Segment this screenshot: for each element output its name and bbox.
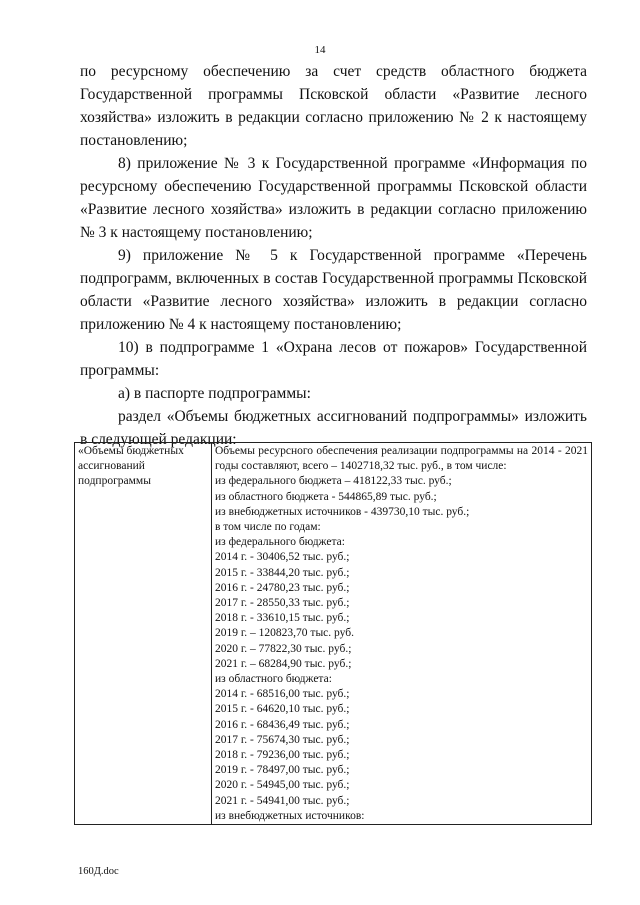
table-line: 2018 г. - 79236,00 тыс. руб.;: [215, 749, 350, 762]
table-line: 2019 г. - 78497,00 тыс. руб.;: [215, 764, 350, 777]
table-line: 2018 г. - 33610,15 тыс. руб.;: [215, 612, 350, 625]
table-line: из областного бюджета - 544865,89 тыс. руб.;: [215, 490, 437, 503]
paragraph-continuation: по ресурсному обеспечению за счет средств областного бюджета Государственной программы Псковской области «Развитие лесного хозяйства» изложить в редакции согласно приложению № 2 к настоящему постановлению;: [80, 63, 587, 149]
table-line: из федерального бюджета – 418122,33 тыс. руб.;: [215, 475, 452, 488]
table-line: 2019 г. – 120823,70 тыс. руб.: [215, 627, 354, 640]
paragraph-item-8: 8) приложение № 3 к Государственной программе «Информация по ресурсному обеспечению Государственной программы Псковской области «Развитие лесного хозяйства» изложить в редакции согласно приложению № 3 к настоящему постановлению;: [80, 155, 587, 241]
table-line: 2021 г. – 68284,90 тыс. руб.;: [215, 657, 352, 670]
budget-table: [74, 442, 592, 825]
table-line: 2016 г. - 24780,23 тыс. руб.;: [215, 581, 350, 594]
table-line: из областного бюджета:: [215, 673, 332, 686]
table-line: 2015 г. - 64620,10 тыс. руб.;: [215, 703, 350, 716]
table-value-cell: [212, 443, 592, 825]
table-line: 2014 г. - 30406,52 тыс. руб.;: [215, 551, 350, 564]
table-row: [75, 443, 592, 825]
table-line: из внебюджетных источников:: [215, 809, 365, 822]
table-label-cell: «Объемы бюджетных ассигнований подпрограммы: [75, 443, 212, 825]
table-line: 2020 г. - 54945,00 тыс. руб.;: [215, 779, 350, 792]
paragraph-item-9: 9) приложение № 5 к Государственной программе «Перечень подпрограмм, включенных в состав Государственной программы Псковской области «Развитие лесного хозяйства» изложить в редакции согласно приложению № 4 к настоящему постановлению;: [80, 247, 587, 333]
paragraph-item-10: 10) в подпрограмме 1 «Охрана лесов от пожаров» Государственной программы:: [80, 339, 587, 379]
paragraph-subitem-a: а) в паспорте подпрограммы:: [118, 385, 311, 402]
paragraph-section-heading: раздел «Объемы бюджетных ассигнований подпрограммы» изложить в следующей редакции:: [80, 408, 587, 448]
table-line: 2014 г. - 68516,00 тыс. руб.;: [215, 688, 350, 701]
table-line: 2017 г. - 75674,30 тыс. руб.;: [215, 733, 350, 746]
page-number: 14: [314, 44, 326, 56]
table-line: 2015 г. - 33844,20 тыс. руб.;: [215, 566, 350, 579]
table-line: 2017 г. - 28550,33 тыс. руб.;: [215, 597, 350, 610]
table-line: 2020 г. – 77822,30 тыс. руб.;: [215, 642, 352, 655]
table-line: в том числе по годам:: [215, 521, 321, 534]
document-body: [80, 60, 587, 451]
table-line: 2021 г. - 54941,00 тыс. руб.;: [215, 794, 350, 807]
table-line: из федерального бюджета:: [215, 536, 345, 549]
table-line: из внебюджетных источников - 439730,10 тыс. руб.;: [215, 505, 470, 518]
table-line: Объемы ресурсного обеспечения реализации подпрограммы на 2014 - 2021 годы составляют, всего – 1402718,32 тыс. руб., в том числе:: [215, 445, 588, 473]
table-line: 2016 г. - 68436,49 тыс. руб.;: [215, 718, 350, 731]
footer-filename: 160Д.doc: [78, 866, 119, 877]
